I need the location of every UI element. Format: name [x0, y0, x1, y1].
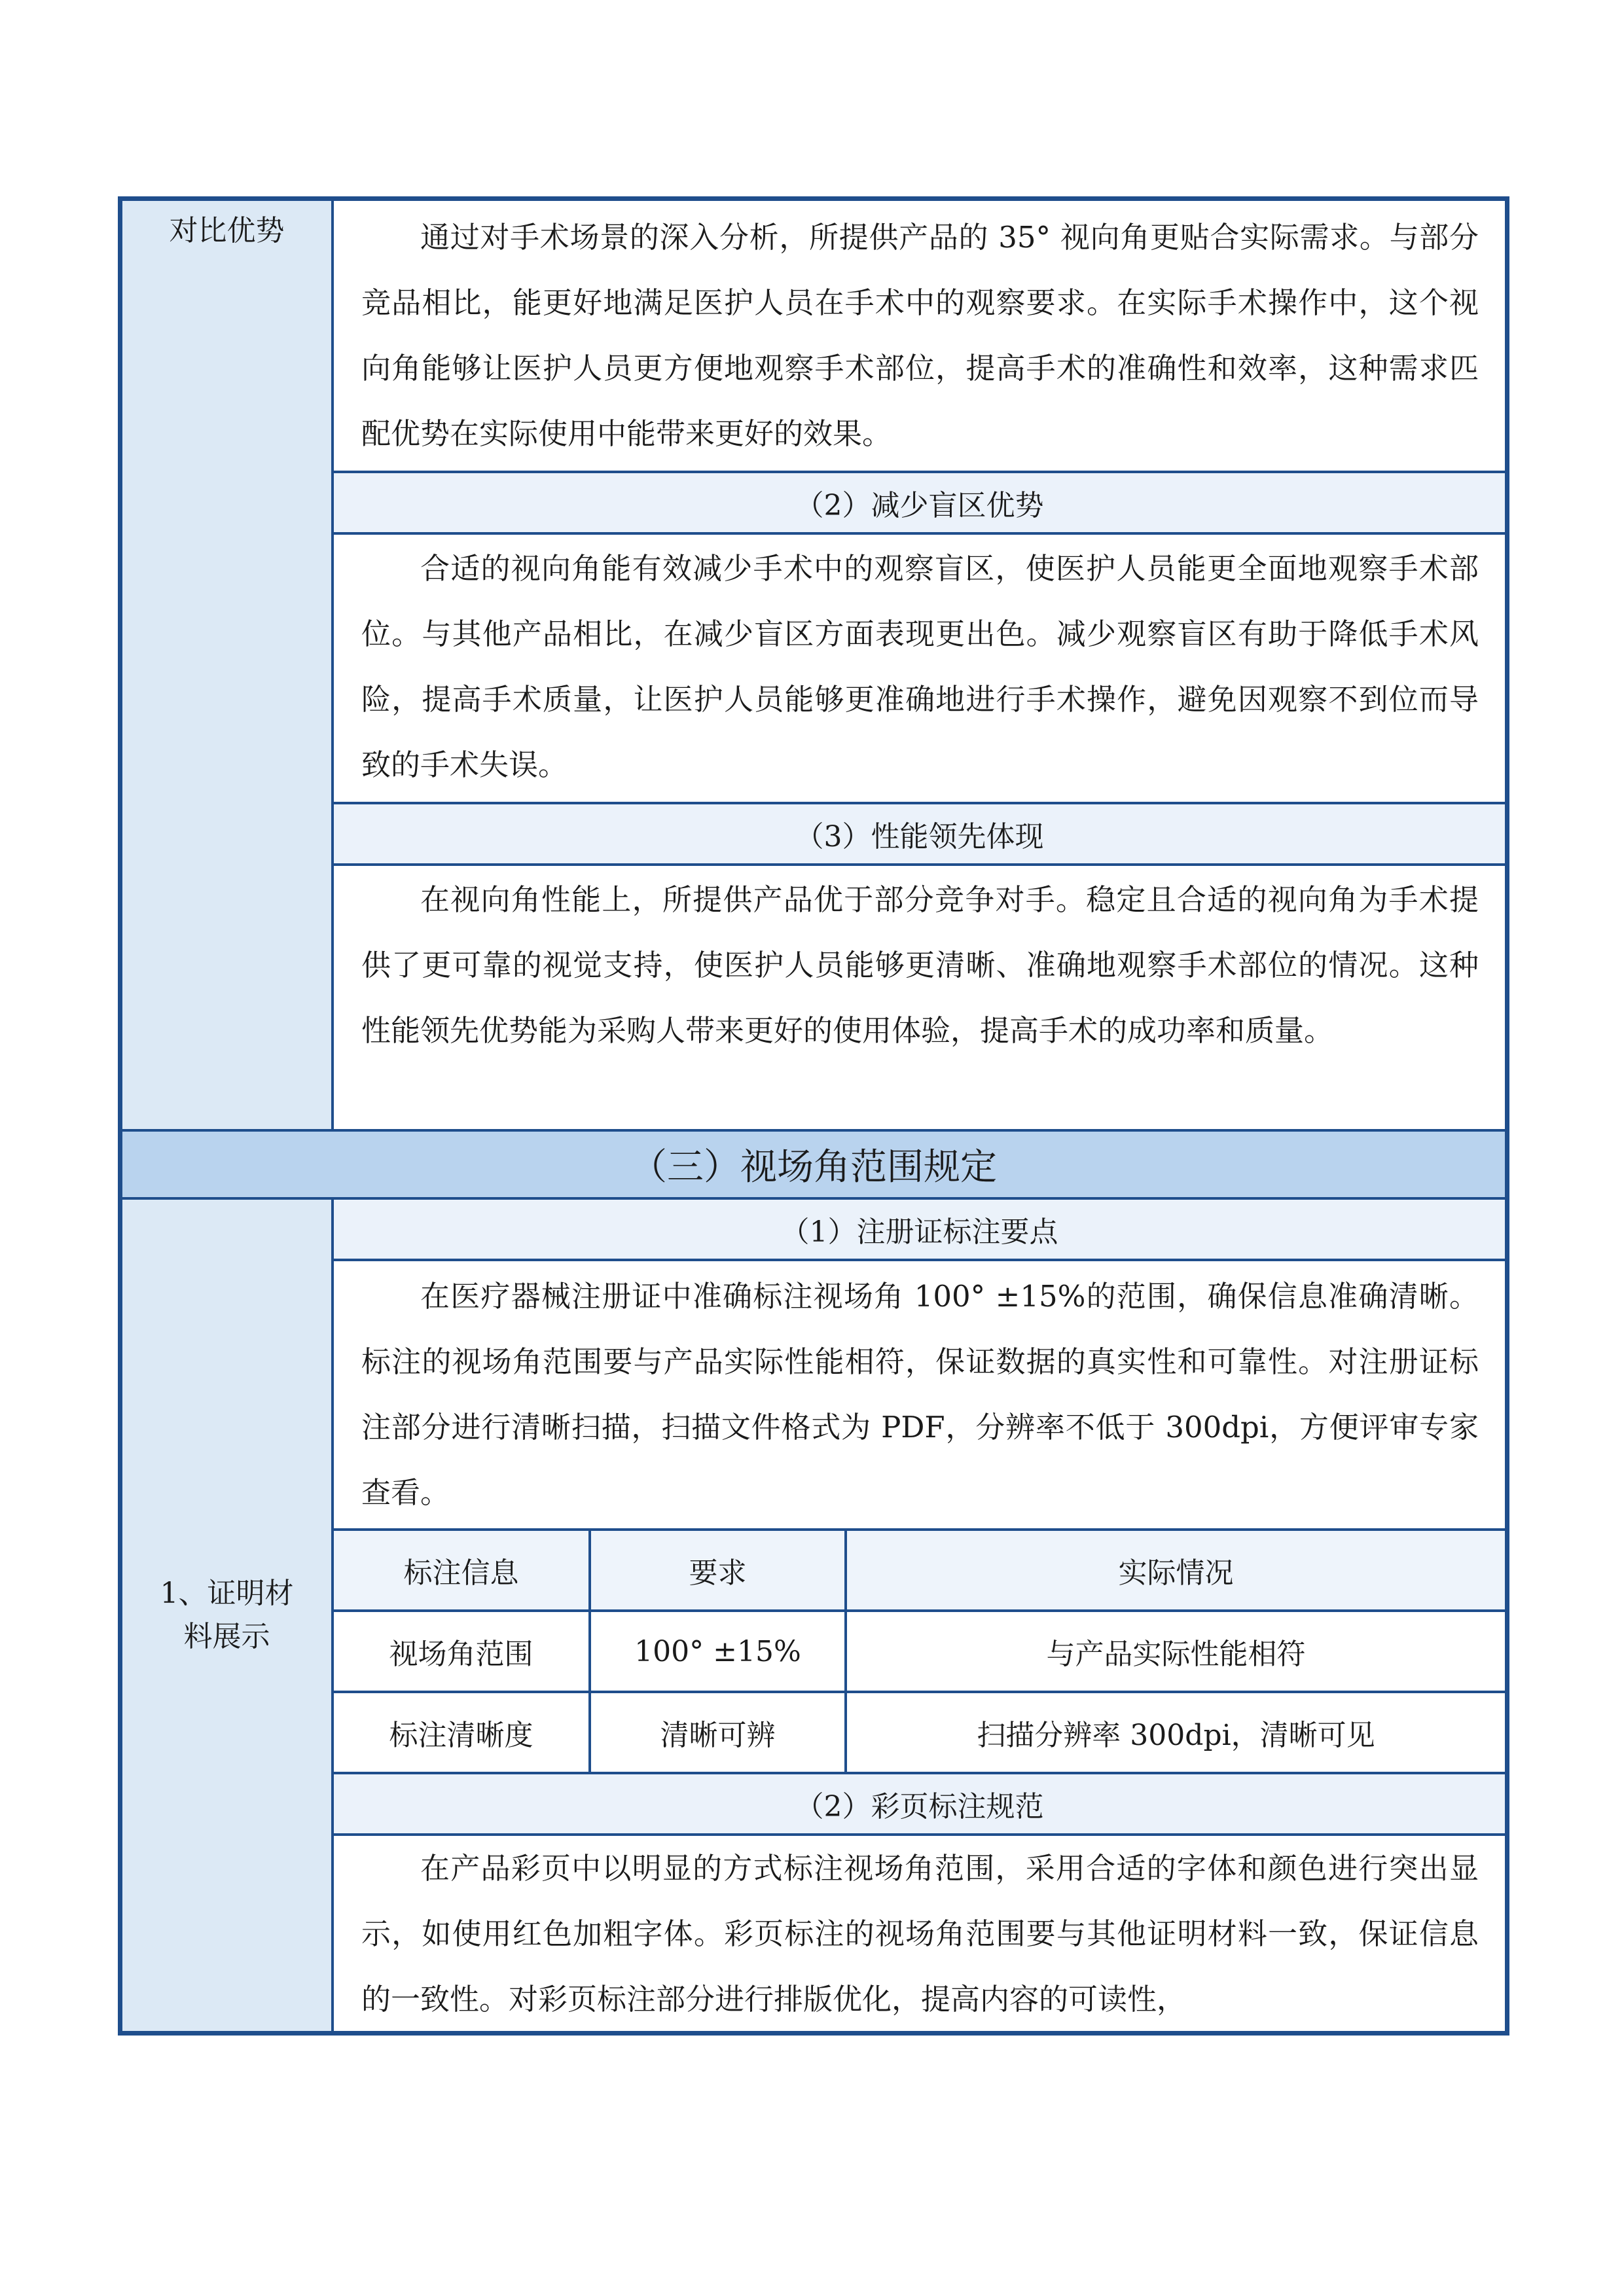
column-divider: [588, 1531, 591, 1772]
performance-content-cell: [334, 866, 1505, 1129]
table-cell: 清晰可辨: [660, 1719, 776, 1752]
table-cell: 视场角范围: [389, 1638, 533, 1671]
table-cell: 标注清晰度: [389, 1719, 533, 1752]
table-header-cell: 标注信息: [403, 1556, 519, 1590]
evidence-label-cell: [122, 1200, 334, 2031]
table-header-cell: 要求: [689, 1556, 747, 1590]
contrast-content-cell: [334, 201, 1505, 471]
registration-content-cell: [334, 1261, 1505, 1528]
table-cell: 扫描分辨率 300dpi，清晰可见: [977, 1719, 1375, 1752]
blindspot-content-cell: [334, 535, 1505, 802]
registration-heading: （1）注册证标注要点: [334, 1200, 1505, 1259]
performance-heading: （3）性能领先体现: [334, 804, 1505, 863]
contrast-label-cell: [122, 201, 334, 1129]
contrast-paragraph: 通过对手术场景的深入分析，所提供产品的 35° 视向角更贴合实际需求。与部分竞品相比，能更好地满足医护人员在手术中的观察要求。在实际手术操作中，这个视向角能够让医护人员更方便地观察手术部位，提高手术的准确性和效率，这种需求匹配优势在实际使用中能带来更好的效果。: [361, 220, 1479, 451]
registration-paragraph: 在医疗器械注册证中准确标注视场角 100° ±15%的范围，确保信息准确清晰。标注的视场角范围要与产品实际性能相符，保证数据的真实性和可靠性。对注册证标注部分进行清晰扫描，扫描文件格式为 PDF，分辨率不低于 300dpi，方便评审专家查看。: [361, 1279, 1479, 1510]
contrast-label: 对比优势: [169, 214, 285, 247]
performance-paragraph: 在视向角性能上，所提供产品优于部分竞争对手。稳定且合适的视向角为手术提供了更可靠的视觉支持，使医护人员能够更清晰、准确地观察手术部位的情况。这种性能领先优势能为采购人带来更好的使用体验，提高手术的成功率和质量。: [361, 882, 1479, 1048]
table-cell: 100° ±15%: [634, 1634, 801, 1668]
blindspot-paragraph: 合适的视向角能有效减少手术中的观察盲区，使医护人员能更全面地观察手术部位。与其他产品相比，在减少盲区方面表现更出色。减少观察盲区有助于降低手术风险，提高手术质量，让医护人员能够更准确地进行手术操作，避免因观察不到位而导致的手术失误。: [361, 551, 1479, 782]
document-table: [118, 196, 1509, 2036]
table-cell: 与产品实际性能相符: [1046, 1638, 1306, 1671]
evidence-label: 1、证明材料展示: [160, 1577, 294, 1653]
blindspot-heading: （2）减少盲区优势: [334, 473, 1505, 532]
column-divider: [844, 1531, 847, 1772]
section-title: （三）视场角范围规定: [122, 1132, 1505, 1197]
brochure-content-cell: [334, 1836, 1505, 2031]
brochure-heading: （2）彩页标注规范: [334, 1774, 1505, 1833]
brochure-paragraph: 在产品彩页中以明显的方式标注视场角范围，采用合适的字体和颜色进行突出显示，如使用红色加粗字体。彩页标注的视场角范围要与其他证明材料一致，保证信息的一致性。对彩页标注部分进行排版优化，提高内容的可读性，: [361, 1851, 1479, 2017]
table-header-cell: 实际情况: [1118, 1556, 1234, 1590]
